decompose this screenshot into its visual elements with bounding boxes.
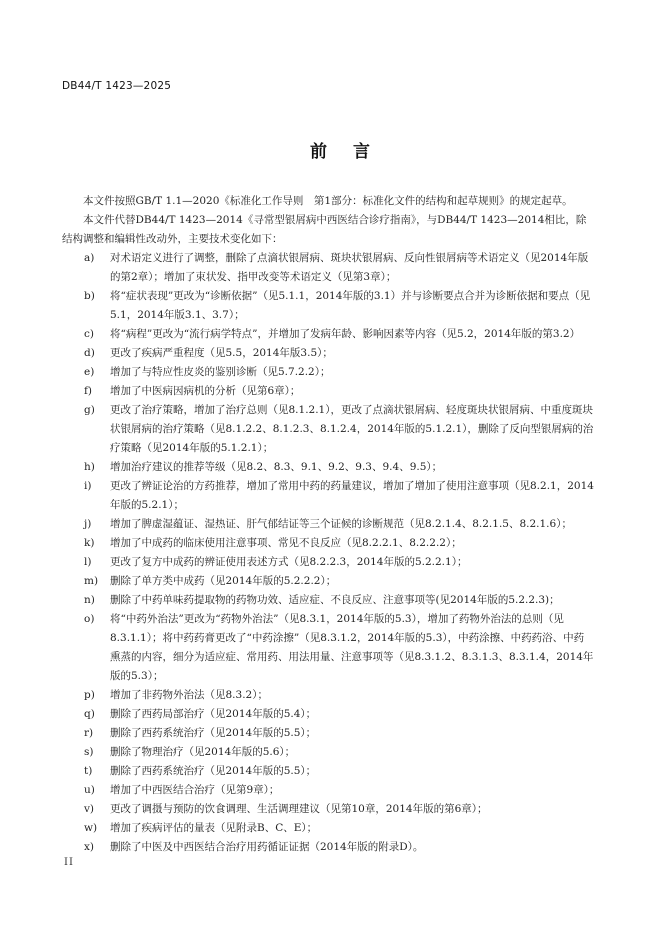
document-body xyxy=(62,192,594,857)
list-item-text: 增加治疗建议的推荐等级（见8.2、8.3、9.1、9.2、9.3、9.4、9.5）； xyxy=(110,461,443,473)
list-item xyxy=(62,800,594,819)
list-item-marker: l) xyxy=(84,556,92,568)
list-item-text: 增加了疾病评估的量表（见附录B、C、E）； xyxy=(110,822,318,834)
list-item-marker: i) xyxy=(84,480,92,492)
list-item xyxy=(62,838,594,857)
list-item xyxy=(62,591,594,610)
list-item-marker: t) xyxy=(84,765,93,777)
list-item-marker: p) xyxy=(84,689,95,701)
list-item-text: 删除了西药系统治疗（见2014年版的5.5）； xyxy=(110,765,317,777)
list-item-text: 更改了调摄与预防的饮食调理、生活调理建议（见第10章，2014年版的第6章）； xyxy=(110,803,488,815)
list-item-marker: h) xyxy=(84,461,95,473)
list-item-marker: s) xyxy=(84,746,94,758)
list-item-marker: d) xyxy=(84,347,95,359)
intro-paragraph-2: 本文件代替DB44/T 1423—2014《寻常型银屑病中西医结合诊疗指南》，与DB44/T 1423—2014相比，除结构调整和编辑性改动外，主要技术变化如下： xyxy=(62,214,587,245)
list-item-text: 删除了中医及中西医结合治疗用药循证证据（2014年版的附录D）。 xyxy=(110,841,424,853)
list-item-text: 更改了辨证论治的方药推荐，增加了常用中药的药量建议，增加了增加了使用注意事项（见8.2.1，2014年版的5.2.1）； xyxy=(110,480,594,511)
list-item-text: 将“病程”更改为“流行病学特点”，并增加了发病年龄、影响因素等内容（见5.2，2014年版的第3.2） xyxy=(110,328,581,340)
list-item-text: 删除了中药单味药提取物的药物功效、适应症、不良反应、注意事项等(见2014年版的5.2.2.3)； xyxy=(110,594,560,606)
list-item xyxy=(62,287,594,325)
list-item xyxy=(62,325,594,344)
list-item-text: 删除了单方类中成药（见2014年版的5.2.2.2）； xyxy=(110,575,337,587)
list-item-text: 更改了治疗策略，增加了治疗总则（见8.1.2.1），更改了点滴状银屑病、轻度斑块状银屑病、中重度斑块状银屑病的治疗策略（见8.1.2.2、8.1.2.3、8.1.2.4，2014年版的5.1.2.1），删除了反向型银屑病的治疗策略（见2014年版的5.1.2.1）； xyxy=(110,404,594,454)
list-item xyxy=(62,553,594,572)
list-item-marker: q) xyxy=(84,708,95,720)
list-item-text: 将“中药外治法”更改为“药物外治法”（见8.3.1，2014年版的5.3），增加了药物外治法的总则（见8.3.1.1）；将中药药膏更改了“中药涂擦”（见8.3.1.2，2014年版的5.3），中药涂擦、中药药浴、中药熏蒸的内容，细分为适应症、常用药、用法用量、注意事项等（见8.3.1.2、8.3.1.3、8.3.1.4，2014年版的5.3）； xyxy=(110,613,594,682)
list-item-marker: v) xyxy=(84,803,95,815)
list-item xyxy=(62,515,594,534)
list-item-text: 更改了复方中成药的辨证使用表述方式（见8.2.2.3，2014年版的5.2.2.1）； xyxy=(110,556,468,568)
list-item xyxy=(62,762,594,781)
list-item-text: 将“症状表现”更改为“诊断依据”（见5.1.1，2014年版的3.1）并与诊断要点合并为诊断依据和要点（见5.1，2014年版3.1、3.7）； xyxy=(110,290,591,321)
list-item-text: 对术语定义进行了调整，删除了点滴状银屑病、斑块状银屑病、反向性银屑病等术语定义（见2014年版的第2章）；增加了束状发、指甲改变等术语定义（见第3章）； xyxy=(110,252,589,283)
list-item-text: 删除了西药局部治疗（见2014年版的5.4）； xyxy=(110,708,317,720)
list-item-text: 删除了西药系统治疗（见2014年版的5.5）； xyxy=(110,727,317,739)
list-item xyxy=(62,686,594,705)
list-item-marker: k) xyxy=(84,537,95,549)
list-item-marker: f) xyxy=(84,385,92,397)
list-item-marker: e) xyxy=(84,366,95,378)
list-item-marker: c) xyxy=(84,328,94,340)
document-id-header: DB44/T 1423—2025 xyxy=(62,80,172,92)
list-item xyxy=(62,249,594,287)
list-item xyxy=(62,819,594,838)
list-item xyxy=(62,705,594,724)
list-item xyxy=(62,724,594,743)
list-item-text: 增加了脾虚湿蕴证、湿热证、肝气郁结证等三个证候的诊断规范（见8.2.1.4、8.2.1.5、8.2.1.6）； xyxy=(110,518,572,530)
list-item-marker: a) xyxy=(84,252,95,264)
list-item-text: 增加了与特应性皮炎的鉴别诊断（见5.7.2.2）； xyxy=(110,366,331,378)
page-number: II xyxy=(64,857,74,868)
list-item xyxy=(62,401,594,458)
list-item xyxy=(62,344,594,363)
list-item-marker: g) xyxy=(84,404,95,416)
intro-paragraph-1: 本文件按照GB/T 1.1—2020《标准化工作导则 第1部分：标准化文件的结构和起草规则》的规定起草。 xyxy=(83,195,573,207)
list-item xyxy=(62,743,594,762)
list-item-marker: b) xyxy=(84,290,95,302)
list-item-marker: r) xyxy=(84,727,94,739)
technical-changes-list xyxy=(62,249,594,857)
page-title: 前言 xyxy=(310,142,396,162)
list-item-text: 增加了非药物外治法（见8.3.2）； xyxy=(110,689,268,701)
list-item xyxy=(62,382,594,401)
list-item-marker: u) xyxy=(84,784,95,796)
list-item-marker: o) xyxy=(84,613,95,625)
list-item-marker: w) xyxy=(84,822,98,834)
list-item xyxy=(62,572,594,591)
list-item-marker: x) xyxy=(84,841,95,853)
list-item xyxy=(62,458,594,477)
list-item-text: 更改了疾病严重程度（见5.5，2014年版3.5）； xyxy=(110,347,333,359)
list-item xyxy=(62,610,594,686)
list-item-text: 增加了中西医结合治疗（见第9章）； xyxy=(110,784,280,796)
list-item xyxy=(62,477,594,515)
list-item-text: 增加了中医病因病机的分析（见第6章）； xyxy=(110,385,301,397)
list-item xyxy=(62,363,594,382)
list-item-marker: m) xyxy=(84,575,99,587)
list-item-text: 删除了物理治疗（见2014年版的5.6）； xyxy=(110,746,296,758)
list-item-marker: j) xyxy=(84,518,92,530)
list-item xyxy=(62,534,594,553)
list-item xyxy=(62,781,594,800)
list-item-text: 增加了中成药的临床使用注意事项、常见不良反应（见8.2.2.1、8.2.2.2）； xyxy=(110,537,462,549)
list-item-marker: n) xyxy=(84,594,95,606)
